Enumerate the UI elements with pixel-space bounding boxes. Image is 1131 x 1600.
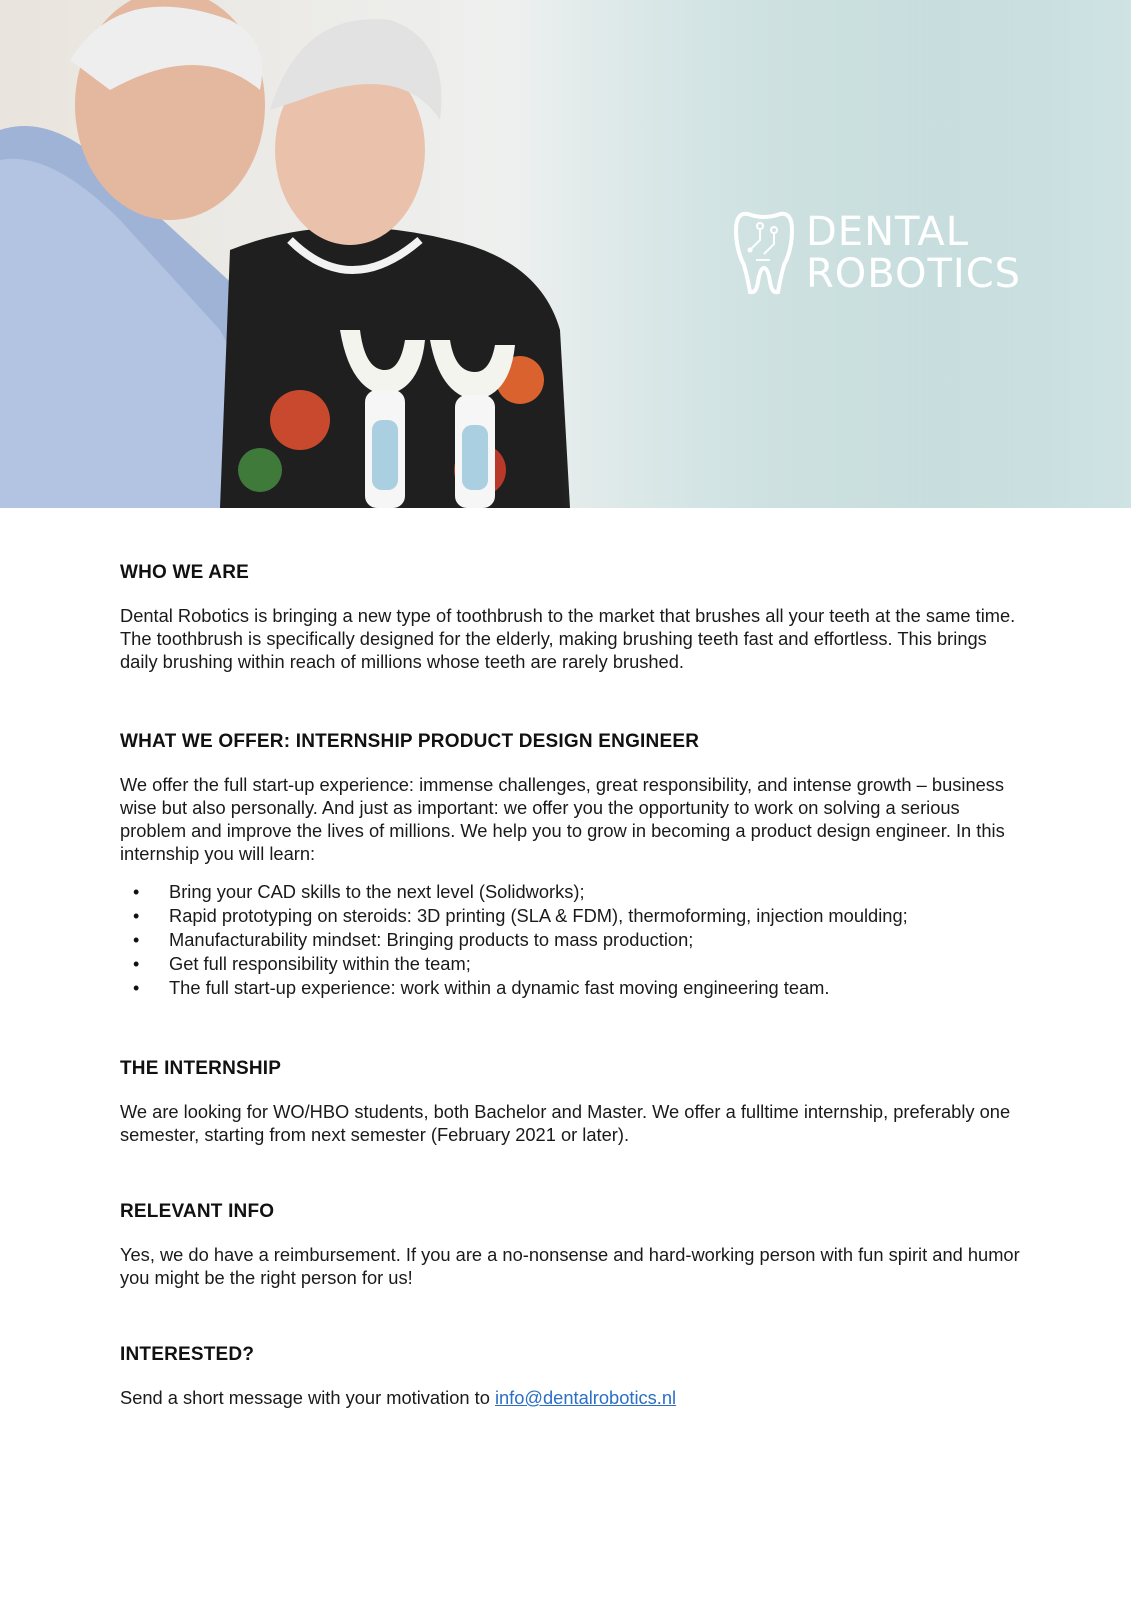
company-logo bbox=[734, 210, 1021, 296]
hero-banner bbox=[0, 0, 1131, 508]
paragraph-who-we-are: Dental Robotics is bringing a new type of toothbrush to the market that brushes all your teeth at the same time. The toothbrush is specifically designed for the elderly, making brushing teeth fast and effortless. This brings daily brushing within reach of millions whose teeth are rarely brushed. bbox=[120, 605, 1016, 672]
list-item: • Manufacturability mindset: Bringing products to mass production; bbox=[120, 928, 1020, 952]
heading-the-internship: THE INTERNSHIP bbox=[120, 1058, 282, 1079]
paragraph-what-we-offer: We offer the full start-up experience: immense challenges, great responsibility, and intense growth – business wise but also personally. And just as important: we offer you the opportunity to work on solving a serious problem and improve the lives of millions. We help you to grow in becoming a product design engineer. In this internship you will learn: bbox=[120, 774, 1005, 864]
contact-text: Send a short message with your motivation to bbox=[120, 1387, 495, 1408]
heading-interested: INTERESTED? bbox=[120, 1344, 255, 1365]
section-interested bbox=[120, 1344, 1020, 1409]
learning-list bbox=[120, 880, 1020, 1000]
section-what-we-offer bbox=[120, 731, 1020, 1000]
logo-line-1: DENTAL bbox=[806, 209, 969, 255]
list-item: • Get full responsibility within the team; bbox=[120, 952, 1020, 976]
document-body bbox=[120, 562, 1020, 1409]
logo-wordmark bbox=[806, 211, 1021, 295]
paragraph-interested bbox=[120, 1386, 1020, 1409]
logo-line-2: ROBOTICS bbox=[806, 251, 1022, 297]
list-item: • The full start-up experience: work within a dynamic fast moving engineering team. bbox=[120, 976, 1020, 1000]
heading-relevant-info: RELEVANT INFO bbox=[120, 1201, 275, 1222]
tooth-circuit-icon bbox=[734, 210, 794, 296]
section-who-we-are bbox=[120, 562, 1020, 673]
list-item: • Bring your CAD skills to the next level (Solidworks); bbox=[120, 880, 1020, 904]
section-relevant-info bbox=[120, 1201, 1020, 1289]
paragraph-relevant-info: Yes, we do have a reimbursement. If you are a no-nonsense and hard-working person with fun spirit and humor you might be the right person for us! bbox=[120, 1244, 1020, 1288]
email-link[interactable]: info@dentalrobotics.nl bbox=[494, 1387, 677, 1408]
section-the-internship bbox=[120, 1058, 1020, 1146]
list-item: • Rapid prototyping on steroids: 3D printing (SLA & FDM), thermoforming, injection moulding; bbox=[120, 904, 1020, 928]
paragraph-the-internship: We are looking for WO/HBO students, both Bachelor and Master. We offer a fulltime internship, preferably one semester, starting from next semester (February 2021 or later). bbox=[120, 1101, 1011, 1145]
heading-who-we-are: WHO WE ARE bbox=[120, 562, 250, 583]
heading-what-we-offer: WHAT WE OFFER: INTERNSHIP PRODUCT DESIGN ENGINEER bbox=[120, 731, 700, 752]
